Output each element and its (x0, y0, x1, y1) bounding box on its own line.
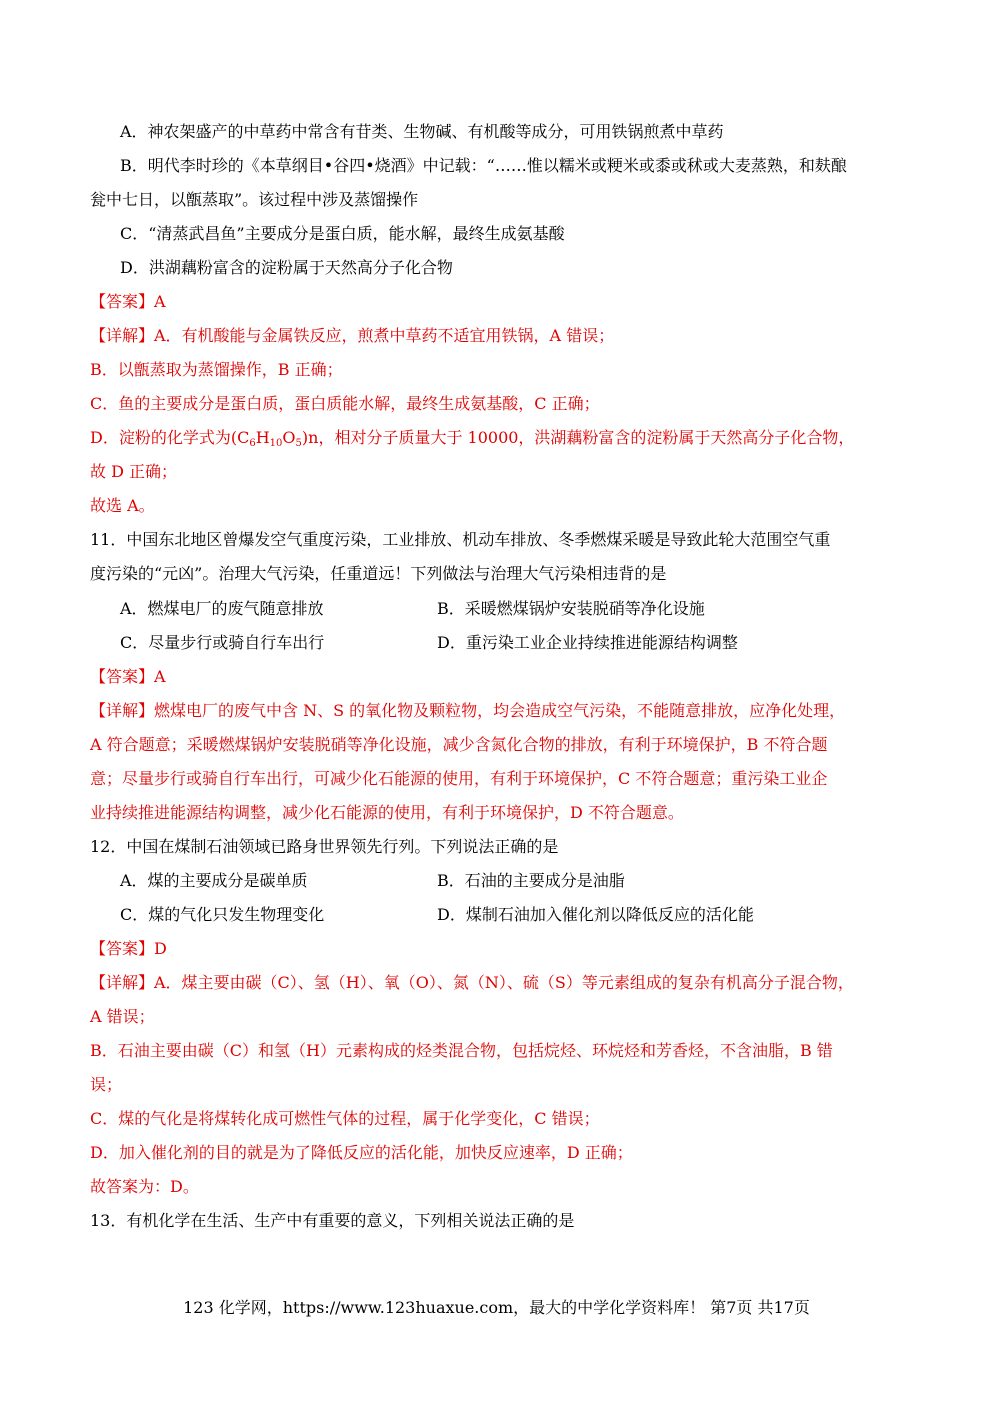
q10-analysis-line1: 【详解】A．有机酸能与金属铁反应，煎煮中草药不适宜用铁锅，A 错误； (90, 326, 615, 345)
q10-option-b-line2: 瓮中七日，以甑蒸取”。该过程中涉及蒸馏操作 (90, 190, 419, 209)
q10-analysis-line2: B．以甑蒸取为蒸馏操作，B 正确； (90, 360, 343, 379)
formula-suffix: )n，相对分子质量大于 10000，洪湖藕粉富含的淀粉属于天然高分子化合物， (301, 428, 855, 447)
q12-analysis-line2: A 错误； (90, 1007, 155, 1026)
q11-analysis-line2: A 符合题意；采暖燃煤锅炉安装脱硝等净化设施，减少含氮化合物的排放，有利于环境保护，B 不符合题 (90, 735, 828, 754)
q10-option-d: D．洪湖藕粉富含的淀粉属于天然高分子化合物 (120, 258, 453, 277)
q11-option-b: B．采暖燃煤锅炉安装脱硝等净化设施 (437, 599, 705, 618)
q10-answer: 【答案】A (90, 292, 166, 311)
formula-h: H (255, 428, 270, 447)
q11-analysis-line3: 意；尽量步行或骑自行车出行，可减少化石能源的使用，有利于环境保护，C 不符合题意；重污染工业企 (90, 769, 828, 788)
q11-stem-line2: 度污染的“元凶”。治理大气污染，任重道远！下列做法与治理大气污染相违背的是 (90, 564, 667, 583)
q12-option-d: D．煤制石油加入催化剂以降低反应的活化能 (437, 905, 754, 924)
formula-sub-c: 6 (249, 438, 256, 449)
q12-analysis-line1: 【详解】A．煤主要由碳（C）、氢（H）、氧（O）、氮（N）、硫（S）等元素组成的复杂有机高分子混合物， (90, 973, 854, 992)
q13-stem: 13．有机化学在生活、生产中有重要的意义，下列相关说法正确的是 (90, 1211, 575, 1230)
q12-analysis-line3: B．石油主要由碳（C）和氢（H）元素构成的烃类混合物，包括烷烃、环烷烃和芳香烃，不含油脂，B 错 (90, 1041, 833, 1060)
q12-stem: 12．中国在煤制石油领域已路身世界领先行列。下列说法正确的是 (90, 837, 559, 856)
q12-answer: 【答案】D (90, 939, 167, 958)
q12-conclusion: 故答案为：D。 (90, 1177, 199, 1196)
q11-option-c: C．尽量步行或骑自行车出行 (120, 633, 325, 652)
q12-analysis-line6: D．加入催化剂的目的就是为了降低反应的活化能，加快反应速率，D 正确； (90, 1143, 633, 1162)
formula-o: O (282, 428, 296, 447)
q12-option-c: C．煤的气化只发生物理变化 (120, 905, 325, 924)
formula-prefix: D．淀粉的化学式为(C (90, 428, 250, 447)
formula-sub-o: 5 (295, 438, 302, 449)
q10-analysis-line4 (90, 427, 854, 455)
formula-sub-h: 10 (269, 438, 283, 449)
q11-answer: 【答案】A (90, 667, 166, 686)
q11-analysis-line1: 【详解】燃煤电厂的废气中含 N、S 的氧化物及颗粒物，均会造成空气污染，不能随意排放，应净化处理， (90, 701, 846, 720)
q12-option-a: A．煤的主要成分是碳单质 (120, 871, 308, 890)
q11-option-a: A．燃煤电厂的废气随意排放 (120, 599, 324, 618)
q11-stem-line1: 11．中国东北地区曾爆发空气重度污染，工业排放、机动车排放、冬季燃煤采暖是导致此轮大范围空气重 (90, 530, 831, 549)
page-footer: 123 化学网，https://www.123huaxue.com，最大的中学化学资料库！ 第7页 共17页 (183, 1298, 810, 1317)
q10-analysis-line3: C．鱼的主要成分是蛋白质，蛋白质能水解，最终生成氨基酸，C 正确； (90, 394, 600, 413)
q11-analysis-line4: 业持续推进能源结构调整，减少化石能源的使用，有利于环境保护，D 不符合题意。 (90, 803, 684, 822)
q10-analysis-line5: 故 D 正确； (90, 462, 178, 481)
q10-conclusion: 故选 A。 (90, 496, 155, 515)
q12-analysis-line5: C．煤的气化是将煤转化成可燃性气体的过程，属于化学变化，C 错误； (90, 1109, 600, 1128)
q10-option-b-line1: B．明代李时珍的《本草纲目•谷四•烧酒》中记载：“……惟以糯米或粳米或黍或秫或大麦蒸熟，和麸酿 (120, 156, 847, 175)
q12-analysis-line4: 误； (90, 1075, 123, 1094)
q11-option-d: D．重污染工业企业持续推进能源结构调整 (437, 633, 738, 652)
q10-option-c: C．“清蒸武昌鱼”主要成分是蛋白质，能水解，最终生成氨基酸 (120, 224, 565, 243)
q10-option-a: A．神农架盛产的中草药中常含有苷类、生物碱、有机酸等成分，可用铁锅煎煮中草药 (120, 122, 724, 141)
q12-option-b: B．石油的主要成分是油脂 (437, 871, 625, 890)
